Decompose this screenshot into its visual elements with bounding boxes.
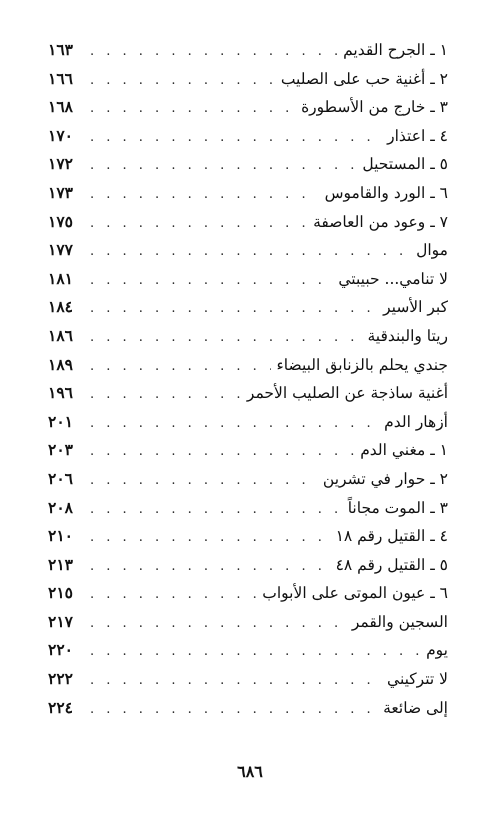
toc-entry-title: ١ ـ الجرح القديم: [343, 41, 448, 59]
toc-entry-page: ٢١٥: [48, 583, 73, 603]
dot-leader: [90, 638, 420, 667]
toc-entry-title: أغنية ساذجة عن الصليب الأحمر: [246, 384, 448, 403]
toc-entry-page: ٢٢٠: [48, 640, 73, 660]
toc-entry: [48, 293, 448, 322]
toc-entry-page: ٢٢٤: [48, 697, 73, 717]
toc-entry-title: ٢ ـ أغنية حب على الصليب: [280, 69, 448, 88]
toc-entry: [48, 150, 448, 179]
dot-leader: [90, 381, 241, 410]
page-number: ٦٨٦: [237, 762, 263, 781]
toc-entry: [48, 551, 448, 580]
dot-leader: [90, 267, 332, 296]
toc-entry-page: ٢٠٣: [48, 440, 73, 460]
toc-entry: [48, 179, 448, 208]
toc-entry-title: ٣ ـ الموت مجاناً: [347, 498, 448, 517]
toc-entry: [48, 494, 448, 523]
dot-leader: [90, 696, 377, 725]
toc-entry: [48, 36, 448, 65]
dot-leader: [90, 210, 307, 239]
toc-entry-title: إلى ضائعة: [383, 698, 448, 717]
dot-leader: [90, 181, 319, 210]
dot-leader: [90, 524, 330, 553]
toc-entry-page: ١٨١: [48, 268, 73, 288]
toc-entry-title: كبر الأسير: [383, 298, 448, 317]
toc-entry: [48, 522, 448, 551]
toc-entry: [48, 665, 448, 694]
toc-entry-page: ١٦٣: [48, 40, 73, 59]
toc-entry-page: ٢١٣: [48, 554, 73, 574]
toc-entry-title: ٦ ـ عيون الموتى على الأبواب: [262, 584, 448, 603]
toc-entry: [48, 265, 448, 294]
toc-entry-page: ٢١٠: [48, 526, 73, 546]
dot-leader: [90, 67, 275, 96]
toc-entry-title: ٥ ـ المستحيل: [362, 155, 448, 174]
dot-leader: [90, 238, 410, 267]
toc-entry-page: ١٨٦: [48, 325, 73, 345]
toc-entry-title: ٢ ـ حوار في تشرين: [322, 469, 448, 488]
toc-entry-page: ٢٠٦: [48, 468, 73, 488]
toc-entry-title: جندي يحلم بالزنابق البيضاء: [276, 355, 448, 374]
toc-entry-page: ١٨٤: [48, 297, 73, 317]
dot-leader: [90, 438, 354, 467]
toc-entry: [48, 351, 448, 380]
dot-leader: [90, 581, 256, 610]
toc-entry: [48, 93, 448, 122]
toc-entry-title: أزهار الدم: [384, 412, 448, 431]
dot-leader: [90, 295, 377, 324]
toc-entry-page: ١٩٦: [48, 383, 73, 403]
toc-entry-page: ٢٠١: [48, 411, 73, 431]
toc-entry-title: يوم: [426, 641, 448, 660]
toc-entry-page: ١٧٥: [48, 211, 73, 231]
dot-leader: [90, 353, 271, 382]
toc-entry: [48, 408, 448, 437]
toc-entry: [48, 208, 448, 237]
dot-leader: [90, 467, 317, 496]
toc-entry-page: ٢٠٨: [48, 497, 73, 517]
toc-entry-title: موال: [416, 241, 448, 260]
toc-entry-title: ريتا والبندقية: [367, 326, 448, 345]
dot-leader: [90, 124, 381, 153]
toc-entry-page: ١٧٣: [48, 182, 73, 202]
toc-entry-page: ١٦٦: [48, 68, 73, 88]
toc-entry-title: ٤ ـ القتيل رقم ١٨: [335, 527, 448, 546]
toc-entry-title: ٥ ـ القتيل رقم ٤٨: [335, 555, 448, 574]
toc-entry: [48, 608, 448, 637]
toc-entry: [48, 379, 448, 408]
dot-leader: [90, 496, 342, 525]
dot-leader: [90, 38, 337, 67]
dot-leader: [90, 553, 330, 582]
toc-entry: [48, 465, 448, 494]
toc-entry: [48, 636, 448, 665]
toc-entry-title: لا تتركيني: [387, 670, 448, 689]
dot-leader: [90, 667, 381, 696]
toc-entry-title: ٤ ـ اعتذار: [387, 126, 448, 145]
toc-entry-title: ١ ـ مغني الدم: [360, 441, 448, 460]
toc-entry: [48, 579, 448, 608]
toc-entry-page: ١٧٧: [48, 240, 73, 260]
toc-entry: [48, 436, 448, 465]
toc-entry: [48, 236, 448, 265]
dot-leader: [90, 152, 356, 181]
toc-entry: [48, 122, 448, 151]
toc-entry-page: ١٧٠: [48, 125, 73, 145]
toc-entry: [48, 65, 448, 94]
toc-entry-page: ٢٢٢: [48, 669, 73, 689]
toc-entry: [48, 694, 448, 723]
dot-leader: [90, 324, 361, 353]
toc-entry-page: ١٦٨: [48, 97, 73, 117]
toc-entry-title: لا تنامي... حبيبتي: [338, 269, 448, 288]
toc-entry-page: ٢١٧: [48, 611, 73, 631]
toc-entry-title: السجين والقمر: [351, 612, 448, 631]
toc-entry-page: ١٨٩: [48, 354, 73, 374]
toc-entry-title: ٣ ـ خارج من الأسطورة: [301, 98, 448, 117]
toc-entry: [48, 322, 448, 351]
dot-leader: [90, 95, 295, 124]
dot-leader: [90, 410, 378, 439]
table-of-contents: [48, 36, 448, 722]
dot-leader: [90, 610, 346, 639]
toc-entry-title: ٦ ـ الورد والقاموس: [324, 183, 448, 202]
toc-entry-page: ١٧٢: [48, 154, 73, 174]
toc-entry-title: ٧ ـ وعود من العاصفة: [313, 212, 448, 231]
